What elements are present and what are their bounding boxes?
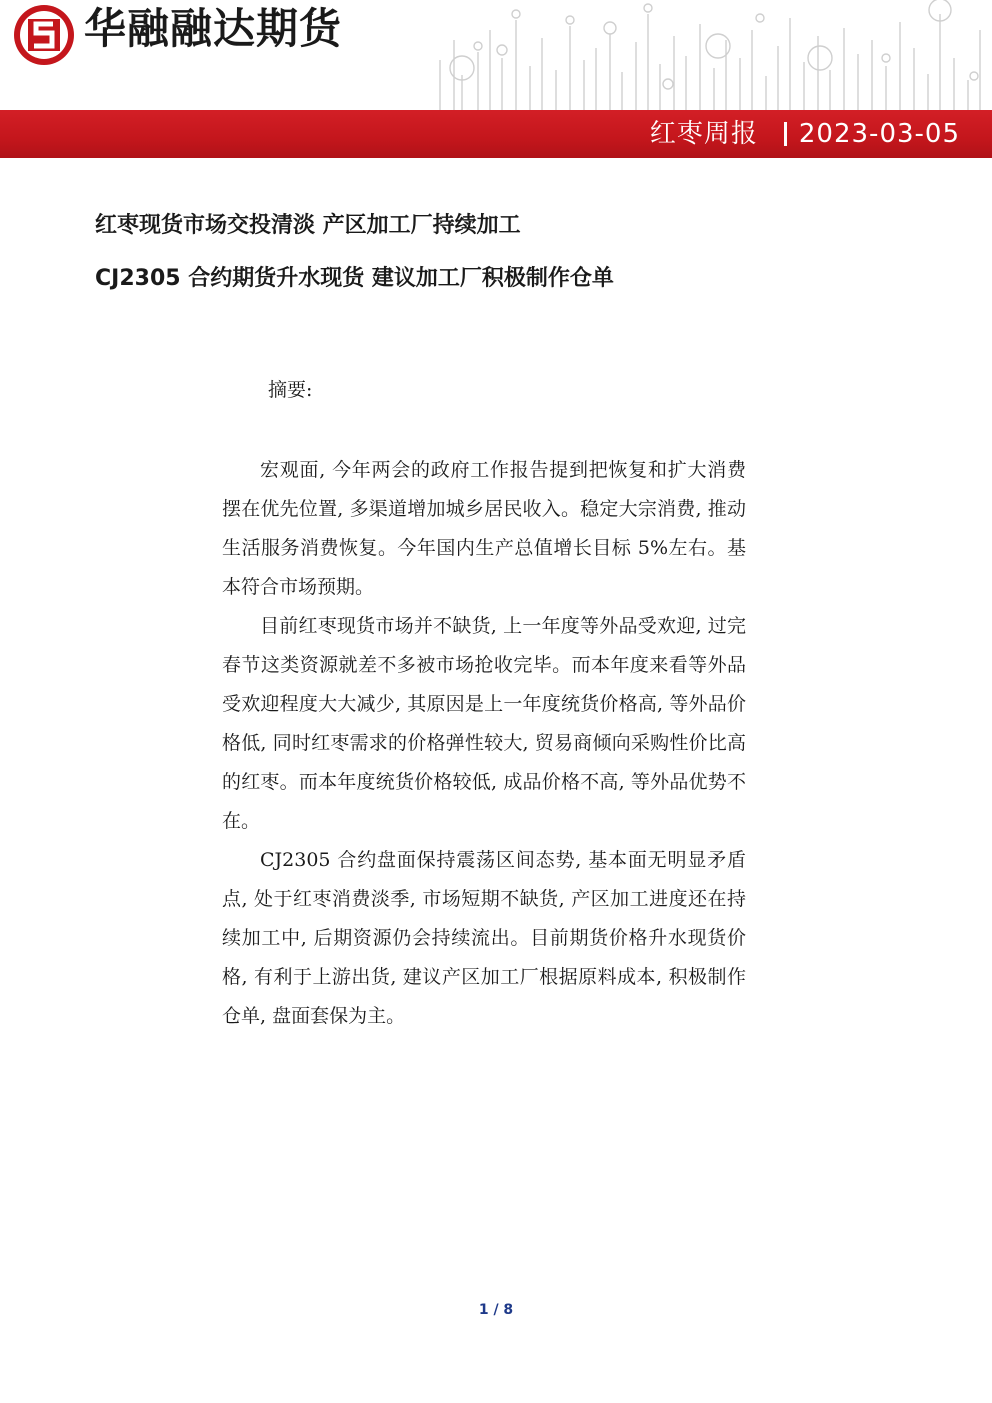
- header-red-band: [0, 110, 992, 158]
- decorative-circuit-graphic: [430, 0, 992, 110]
- logo-row: [0, 0, 992, 110]
- company-logo-icon: [12, 3, 76, 67]
- report-title: 红枣现货市场交投清淡 产区加工厂持续加工: [95, 213, 521, 238]
- abstract-paragraph-macro: 宏观面, 今年两会的政府工作报告提到把恢复和扩大消费摆在优先位置, 多渠道增加城乡居民收入。稳定大宗消费, 推动生活服务消费恢复。今年国内生产总值增长目标 5%左右。基本符合市场预期。: [222, 459, 746, 598]
- report-type: 红枣周报: [649, 119, 758, 149]
- company-name: 华融融达期货: [84, 4, 343, 53]
- abstract-paragraph-spot-market: 目前红枣现货市场并不缺货, 上一年度等外品受欢迎, 过完春节这类资源就差不多被市场抢收完毕。而本年度来看等外品受欢迎程度大大减少, 其原因是上一年度统货价格高, 等外品价格低, 同时红枣需求的价格弹性较大, 贸易商倾向采购性价比高的红枣。而本年度统货价格较低, 成品价格不高, 等外品优势不在。: [222, 615, 746, 832]
- report-meta: [650, 110, 960, 158]
- meta-separator: [784, 122, 787, 146]
- report-date: 2023-03-05: [798, 119, 960, 149]
- report-subtitle: CJ2305 合约期货升水现货 建议加工厂积极制作仓单: [95, 266, 614, 291]
- report-header: [0, 0, 992, 158]
- page-number: 1 / 8: [478, 1302, 514, 1318]
- abstract-body: [222, 451, 746, 1036]
- abstract-paragraph-futures: CJ2305 合约盘面保持震荡区间态势, 基本面无明显矛盾点, 处于红枣消费淡季, 市场短期不缺货, 产区加工进度还在持续加工中, 后期资源仍会持续流出。目前期货价格升水现货价格, 有利于上游出货, 建议产区加工厂根据原料成本, 积极制作仓单, 盘面套保为主。: [222, 849, 746, 1027]
- abstract-label: 摘要:: [268, 379, 313, 401]
